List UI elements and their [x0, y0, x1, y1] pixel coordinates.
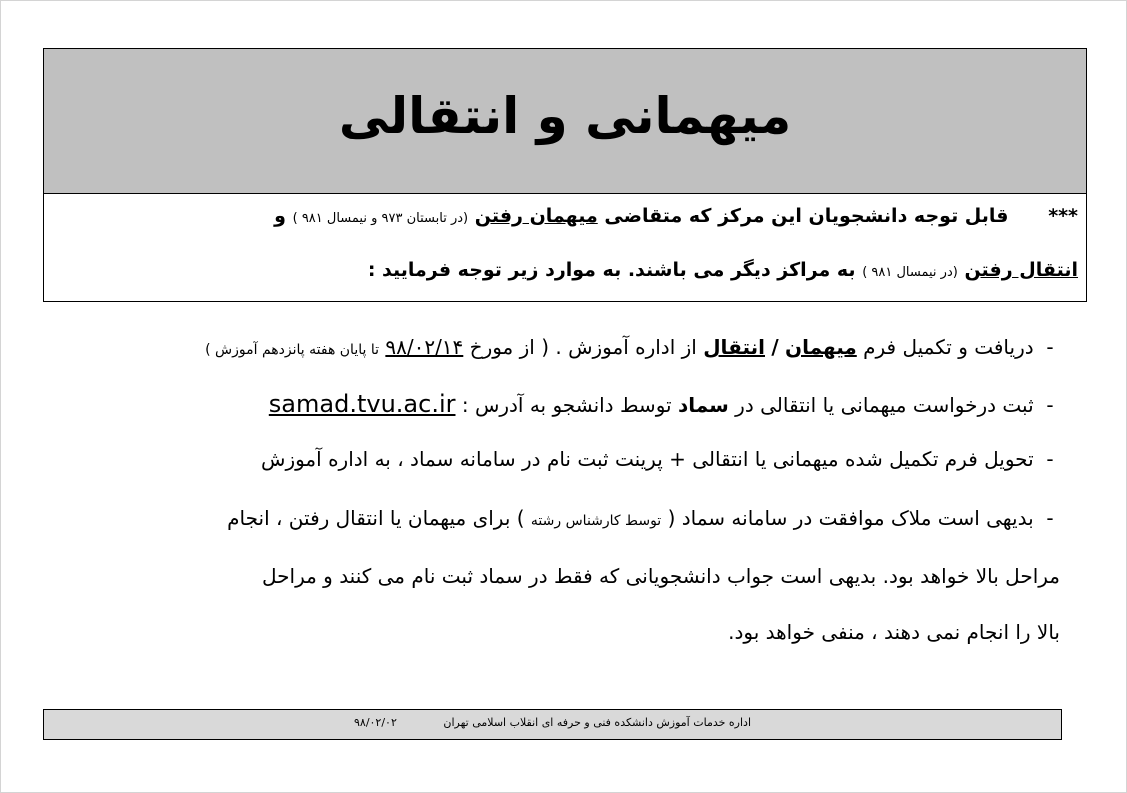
- item-text: تحویل فرم تکمیل شده میهمانی یا انتقالی + پرینت ثبت نام در سامانه سماد ، به اداره آموزش: [261, 447, 1034, 471]
- item-highlight: انتقال: [703, 335, 765, 359]
- item-text: ) برای میهمان یا انتقال رفتن ، انجام: [227, 506, 525, 530]
- notice-text-2: به مراکز دیگر می باشند. به موارد زیر توجه فرمایید :: [367, 259, 856, 281]
- notice-note: (در تابستان ۹۷۳ و نیمسال ۹۸۱ ): [292, 211, 469, 226]
- notice-highlight-transfer: انتقال رفتن: [964, 259, 1078, 281]
- item-date: ۹۸/۰۲/۱۴: [385, 335, 464, 359]
- list-item: [50, 390, 1060, 418]
- footer-org: اداره خدمات آموزش دانشکده فنی و حرفه ای انقلاب اسلامی تهران: [443, 716, 751, 729]
- notice-line-1: [52, 205, 1078, 227]
- notice-conjunction: و: [274, 205, 286, 227]
- item-note: توسط کارشناس رشته: [530, 513, 662, 529]
- item-text: توسط دانشجو به آدرس :: [461, 393, 672, 417]
- notice-highlight-guest: میهمان رفتن: [474, 205, 598, 227]
- item-text: دریافت و تکمیل فرم: [863, 335, 1034, 359]
- item-text: تا پایان هفته پانزدهم آموزش ): [205, 342, 379, 358]
- item-text: ثبت درخواست میهمانی یا انتقالی در: [735, 393, 1034, 417]
- list-item: [50, 335, 1060, 359]
- footer-date: ۹۸/۰۲/۰۲: [354, 716, 397, 729]
- list-item: [50, 447, 1060, 471]
- list-item-continued: بالا را انجام نمی دهند ، منفی خواهد بود.: [728, 620, 1060, 644]
- notice-text: قابل توجه دانشجویان این مرکز که متقاضی: [604, 205, 1009, 227]
- title-band: [44, 49, 1086, 194]
- bullet-dash: -: [1046, 335, 1054, 359]
- header-box: [43, 48, 1087, 302]
- list-item: [50, 506, 1060, 530]
- footer-bar: [43, 709, 1062, 740]
- item-highlight: سماد: [677, 393, 729, 417]
- item-text: بدیهی است ملاک موافقت در سامانه سماد (: [667, 506, 1034, 530]
- page-title: میهمانی و انتقالی: [338, 87, 792, 145]
- stars-mark: ***: [1048, 205, 1078, 227]
- item-text: از اداره آموزش . ( از مورخ: [469, 335, 697, 359]
- samad-link[interactable]: samad.tvu.ac.ir: [268, 390, 456, 418]
- list-item-continued: مراحل بالا خواهد بود. بدیهی است جواب دانشجویانی که فقط در سماد ثبت نام می کنند و مراحل: [262, 564, 1060, 588]
- bullet-dash: -: [1046, 393, 1054, 417]
- item-highlight: میهمان: [785, 335, 857, 359]
- notice-note-2: (در نیمسال ۹۸۱ ): [862, 265, 958, 280]
- bullet-dash: -: [1046, 447, 1054, 471]
- bullet-dash: -: [1046, 506, 1054, 530]
- item-separator: /: [771, 335, 779, 359]
- notice-line-2: [52, 259, 1078, 281]
